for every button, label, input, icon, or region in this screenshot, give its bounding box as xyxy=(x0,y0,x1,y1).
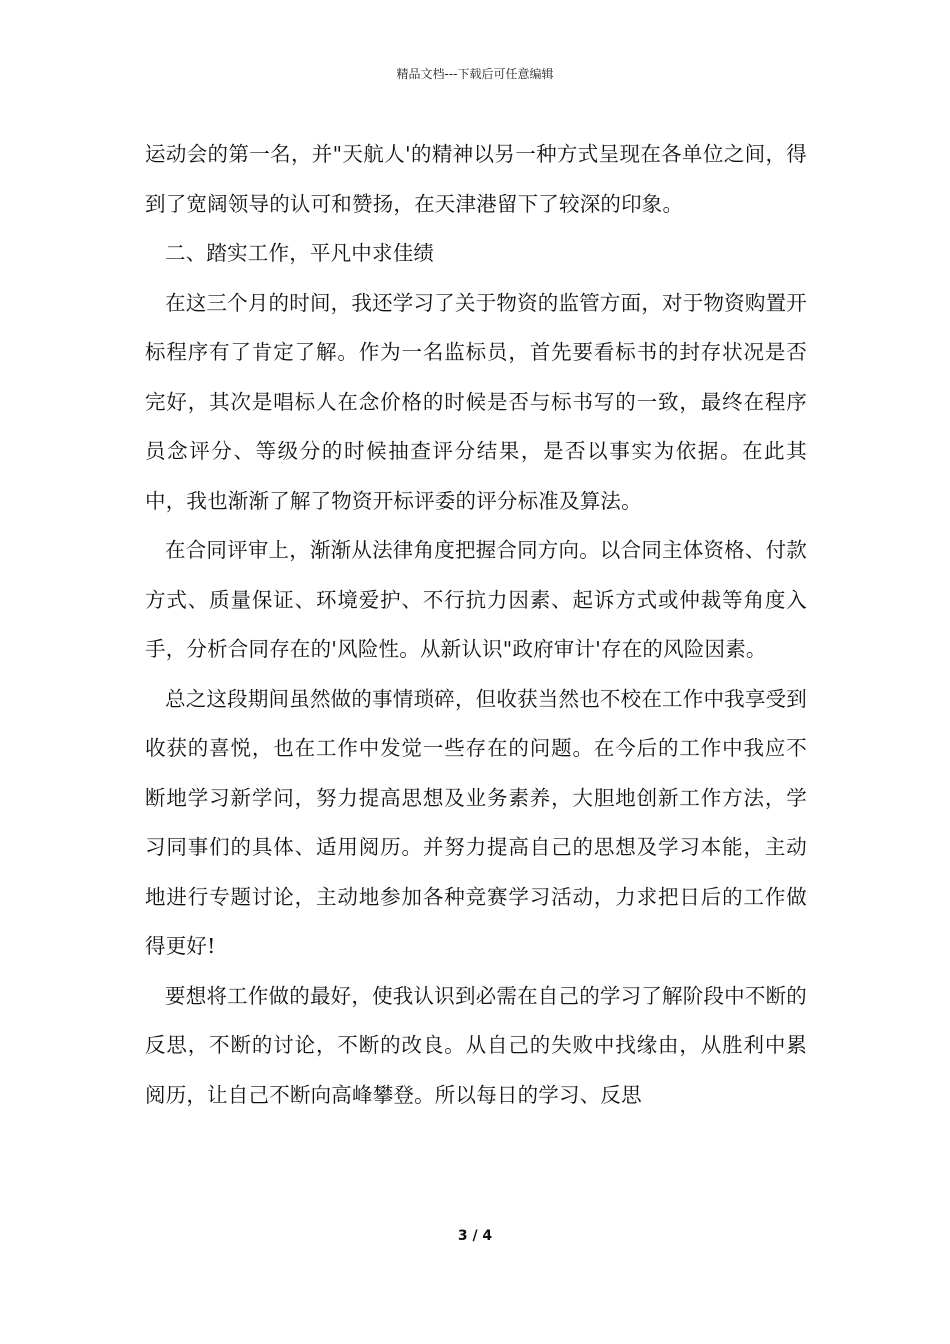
page-header: 精品文档---下载后可任意编辑 xyxy=(396,67,554,81)
paragraph: 在这三个月的时间，我还学习了关于物资的监管方面，对于物资购置开标程序有了肯定了解。作为一名监标员，首先要看标书的封存状况是否完好，其次是唱标人在念价格的时候是否与标书写的一致，最终在程序员念评分、等级分的时候抽查评分结果，是否以事实为依据。在此其中，我也渐渐了解了物资开标评委的评分标准及算法。 xyxy=(145,290,807,513)
document-body xyxy=(145,130,807,1120)
page-number: 3 / 4 xyxy=(457,1228,493,1244)
paragraph: 在合同评审上，渐渐从法律角度把握合同方向。以合同主体资格、付款方式、质量保证、环境爱护、不行抗力因素、起诉方式或仲裁等角度入手，分析合同存在的'风险性。从新认识"政府审计'存在的风险因素。 xyxy=(145,538,807,661)
paragraph: 总之这段期间虽然做的事情琐碎，但收获当然也不校在工作中我享受到收获的喜悦，也在工作中发觉一些存在的问题。在今后的工作中我应不断地学习新学问，努力提高思想及业务素养，大胆地创新工作方法，学习同事们的具体、适用阅历。并努力提高自己的思想及学习本能，主动地进行专题讨论，主动地参加各种竞赛学习活动，力求把日后的工作做得更好! xyxy=(145,686,807,958)
paragraph: 要想将工作做的最好，使我认识到必需在自己的学习了解阶段中不断的反思，不断的讨论，不断的改良。从自己的失败中找缘由，从胜利中累阅历，让自己不断向高峰攀登。所以每日的学习、反思 xyxy=(145,983,807,1107)
section-heading: 二、踏实工作，平凡中求佳绩 xyxy=(165,241,435,265)
paragraph-continuation: 运动会的第一名，并"天航人'的精神以另一种方式呈现在各单位之间，得到了宽阔领导的认可和赞扬，在天津港留下了较深的印象。 xyxy=(145,142,807,216)
